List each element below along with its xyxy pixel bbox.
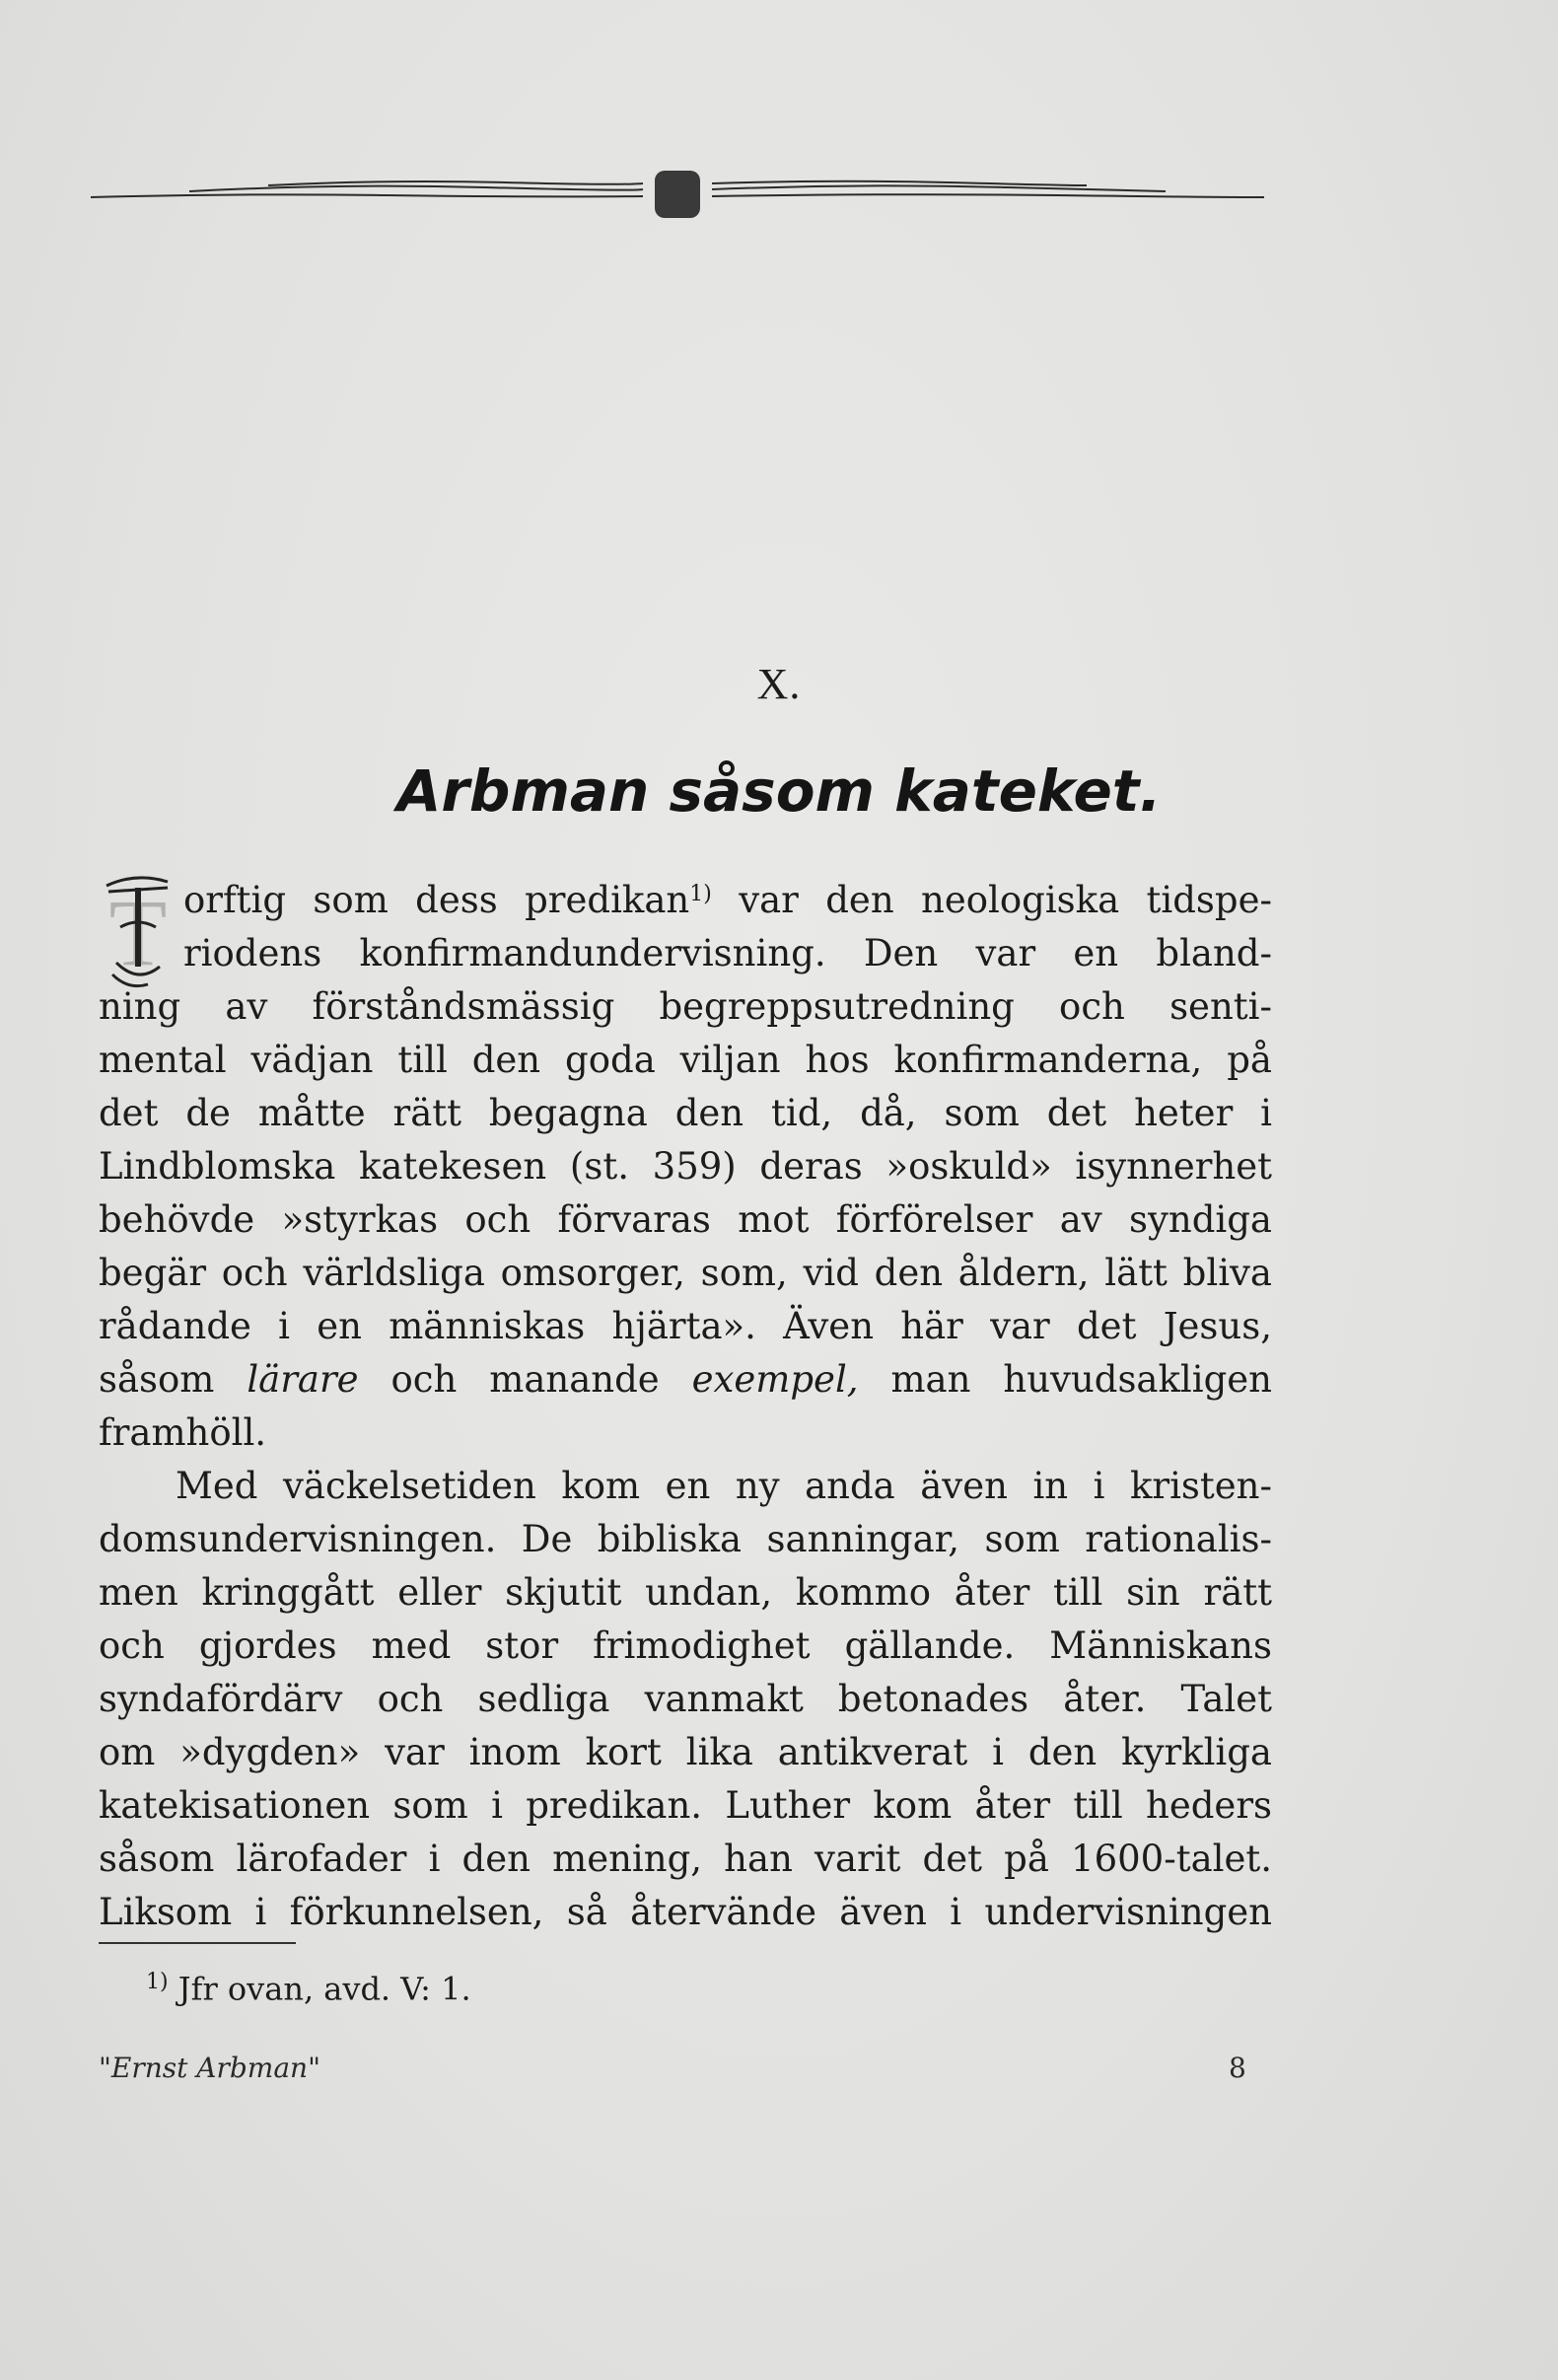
- chapter-title: Arbman såsom kateket.: [396, 757, 1162, 825]
- page-number: 8: [1229, 2052, 1246, 2084]
- text-line: rådande i en människas hjärta». Även här var det Jesus,: [99, 1305, 1272, 1347]
- text-line: det de måtte rätt begagna den tid, då, som det heter i: [99, 1092, 1272, 1134]
- text-line: behövde »styrkas och förvaras mot förförelser av syndiga: [99, 1198, 1272, 1241]
- text-line: ning av förståndsmässig begreppsutredning och senti-: [99, 985, 1272, 1028]
- line-text: var den neologiska tidspe-: [711, 879, 1272, 921]
- text-line: syndafördärv och sedliga vanmakt betonades åter. Talet: [99, 1678, 1272, 1720]
- footnote-text: Jfr ovan, avd. V: 1.: [168, 1970, 471, 2008]
- text-line: mental vädjan till den goda viljan hos konfirmanderna, på: [99, 1039, 1272, 1081]
- text-line: såsom lärofader i den mening, han varit det på 1600-talet.: [99, 1838, 1272, 1880]
- text-line: Liksom i förkunnelsen, så återvände även i undervisningen: [99, 1891, 1272, 1933]
- text-line: Lindblomska katekesen (st. 359) deras »oskuld» isynnerhet: [99, 1145, 1272, 1188]
- text-line: och gjordes med stor frimodighet gällande. Människans: [99, 1624, 1272, 1667]
- header-ornament: [91, 166, 1264, 225]
- text-line: såsom lärare och manande exempel, man huvudsakligen: [99, 1358, 1272, 1401]
- signature-mark: "Ernst Arbman": [99, 2052, 320, 2084]
- text-line: framhöll.: [99, 1411, 267, 1454]
- footnote-ref: 1): [689, 882, 712, 906]
- footnote: [146, 1963, 471, 2009]
- text-line: katekisationen som i predikan. Luther kom åter till heders: [99, 1784, 1272, 1827]
- footnote-rule: [99, 1942, 296, 1944]
- text-line: om »dygden» var inom kort lika antikverat i den kyrkliga: [99, 1731, 1272, 1773]
- text-line: begär och världsliga omsorger, som, vid den åldern, lätt bliva: [99, 1252, 1272, 1294]
- footnote-marker: 1): [146, 1970, 169, 1994]
- drop-cap-t-ornament: [99, 868, 176, 996]
- body-text: [99, 874, 1272, 1939]
- drop-cap-letter: T: [108, 880, 168, 985]
- chapter-number: X.: [756, 660, 802, 708]
- line-text: orftig som dess predikan: [183, 879, 690, 921]
- text-line: riodens konfirmandundervisning. Den var en bland-: [183, 932, 1272, 974]
- text-line: men kringgått eller skjutit undan, kommo åter till sin rätt: [99, 1571, 1272, 1614]
- text-line: domsundervisningen. De bibliska sanningar, som rationalis-: [99, 1518, 1272, 1560]
- text-line: [99, 874, 1272, 927]
- text-line: Med väckelsetiden kom en ny anda även in i kristen-: [176, 1465, 1272, 1507]
